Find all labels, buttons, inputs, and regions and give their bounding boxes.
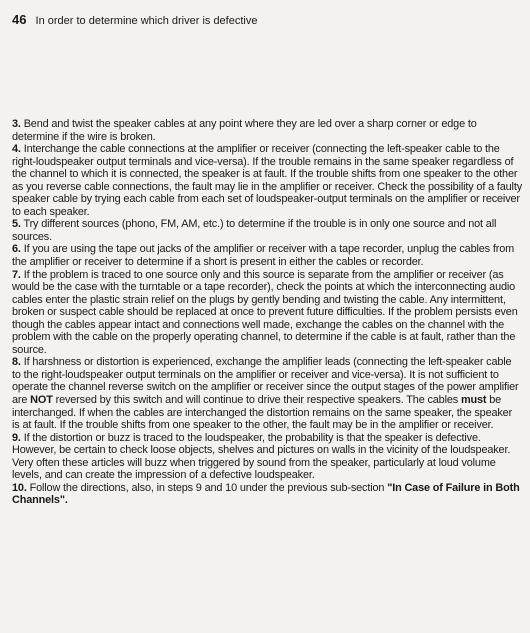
emphasis-must: must [460,394,487,407]
step-number: 9. [12,431,21,444]
page-header-title: In order to determine which driver is defective [35,15,258,27]
step-text: reversed by this switch and will continue to drive their respective speakers. The cables [52,394,461,407]
troubleshooting-steps [12,118,522,507]
step-text: Try different sources (phono, FM, AM, etc.) to determine if the trouble is in only one source and not all sources. [12,218,497,243]
page-header [12,12,257,27]
step-4 [12,143,522,218]
step-text-tail: . [64,494,68,507]
step-number: 8. [12,356,21,369]
step-text: If the problem is traced to one source only and this source is separate from the amplifier or receiver (as would be the case with the turntable or a tape recorder), check the points at which the interconnecting audio cables enter the plastic strain relief on the plugs by gently bending and twisting the cable. Any intermittent, broken or suspect cable should be replaced at once to prevent future difficulties. If the problem persists even though the cables appear intact and connections well made, exchange the cables on the channel with the problem with the cable on the properly operating channel, to determine if the cable is at fault, rather than the source. [12,268,518,356]
step-text: Follow the directions, also, in steps 9 and 10 under the previous sub-section [29,481,388,494]
step-text: Bend and twist the speaker cables at any point where they are led over a sharp corner or edge to determine if the wire is broken. [12,118,477,143]
step-number: 10. [12,481,27,494]
step-9 [12,432,522,482]
step-number: 3. [12,118,21,130]
step-number: 7. [12,268,21,281]
step-text: If the distortion or buzz is traced to the loudspeaker, the probability is that the speaker is defective. However, be certain to check loose objects, shelves and pictures on walls in the vicinity of the loudspeaker. Very often these articles will buzz when triggered by sound from the speaker, particularly at loud volume levels, and can create the impression of a defective loudspeaker. [12,431,511,482]
step-text: If harshness or distortion is experienced, exchange the amplifier leads (connecting the left-speaker cable to the right-loudspeaker output terminals on the amplifier or receiver and vice-versa). It is not sufficient to operate the channel reverse switch on the amplifier or receiver since the output stages of the power amplifier are [12,356,519,407]
section-reference: "In Case of Failure in Both Channels" [12,481,520,507]
step-5 [12,218,522,243]
step-10 [12,482,522,507]
step-number: 4. [12,143,21,156]
step-number: 5. [12,218,21,231]
page-number: 46 [12,12,27,27]
step-text: Interchange the cable connections at the amplifier or receiver (connecting the left-speaker cable to the right-loudspeaker output terminals and vice-versa). If the trouble remains in the same speaker regardless of the channel to which it is connected, the speaker is at fault. If the trouble shifts from one speaker to the other as you reverse cable connections, the fault may lie in the amplifier or receiver. Check the possibility of a faulty speaker cable by trying each cable from each set of loudspeaker-output terminals on the amplifier or receiver to each speaker. [12,143,522,218]
step-8 [12,356,522,431]
step-text: be interchanged. If when the cables are interchanged the distortion remains on the same speaker, the speaker is at fault. If the trouble shifts from one speaker to the other, the fault may be in the amplifier or receiver. [12,394,513,432]
step-text: If you are using the tape out jacks of the amplifier or receiver with a tape recorder, unplug the cables from the amplifier or receiver to determine if a short is present in either the cables or recorder. [12,243,515,269]
emphasis-not: NOT [30,394,53,407]
step-number: 6. [12,243,21,256]
step-6 [12,243,522,268]
step-3 [12,118,522,143]
step-7 [12,269,522,357]
